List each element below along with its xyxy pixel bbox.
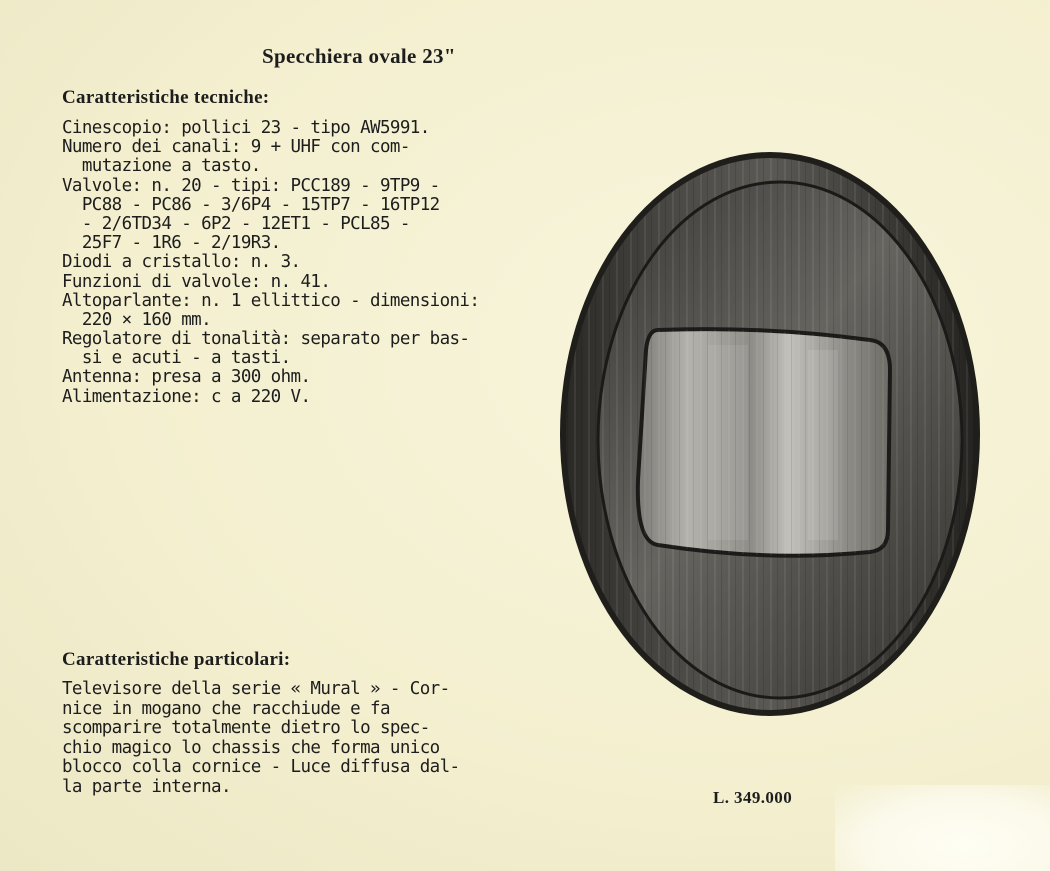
tv-mirror-photo [558, 150, 986, 720]
particular-heading: Caratteristiche particolari: [62, 649, 291, 670]
paper-smudge [835, 785, 1050, 871]
spec-line: Diodi a cristallo: n. 3. [62, 252, 301, 273]
price-label: L. 349.000 [713, 788, 793, 807]
spec-line: Altoparlante: n. 1 ellittico - dimensioni: [62, 290, 480, 311]
spec-line: mutazione a tasto. [62, 156, 261, 177]
spec-line: Regolatore di tonalità: separato per bas- [62, 329, 470, 350]
spec-line: - 2/6TD34 - 6P2 - 12ET1 - PCL85 - [62, 213, 410, 234]
spec-line: PC88 - PC86 - 3/6P4 - 15TP7 - 16TP12 [62, 194, 440, 215]
desc-line: scomparire totalmente dietro lo spec- [62, 718, 430, 739]
spec-line: Funzioni di valvole: n. 41. [62, 271, 331, 292]
technical-heading: Caratteristiche tecniche: [62, 87, 270, 108]
desc-line: Televisore della serie « Mural » - Cor- [62, 679, 450, 699]
desc-line: nice in mogano che racchiude e fa [62, 698, 390, 719]
spec-line: 25F7 - 1R6 - 2/19R3. [62, 233, 281, 254]
spec-line: 220 × 160 mm. [62, 309, 212, 330]
technical-specs [62, 119, 522, 407]
particular-description [62, 680, 532, 798]
page-title: Specchiera ovale 23" [262, 44, 456, 68]
spec-line: Numero dei canali: 9 + UHF con com- [62, 137, 410, 158]
spec-line: Alimentazione: c a 220 V. [62, 386, 311, 407]
spec-line: si e acuti - a tasti. [62, 348, 291, 369]
spec-line: Cinescopio: pollici 23 - tipo AW5991. [62, 118, 430, 138]
desc-line: la parte interna. [62, 776, 231, 797]
desc-line: chio magico lo chassis che forma unico [62, 737, 440, 758]
desc-line: blocco colla cornice - Luce diffusa dal- [62, 757, 460, 778]
spec-line: Valvole: n. 20 - tipi: PCC189 - 9TP9 - [62, 175, 440, 196]
spec-line: Antenna: presa a 300 ohm. [62, 367, 311, 388]
